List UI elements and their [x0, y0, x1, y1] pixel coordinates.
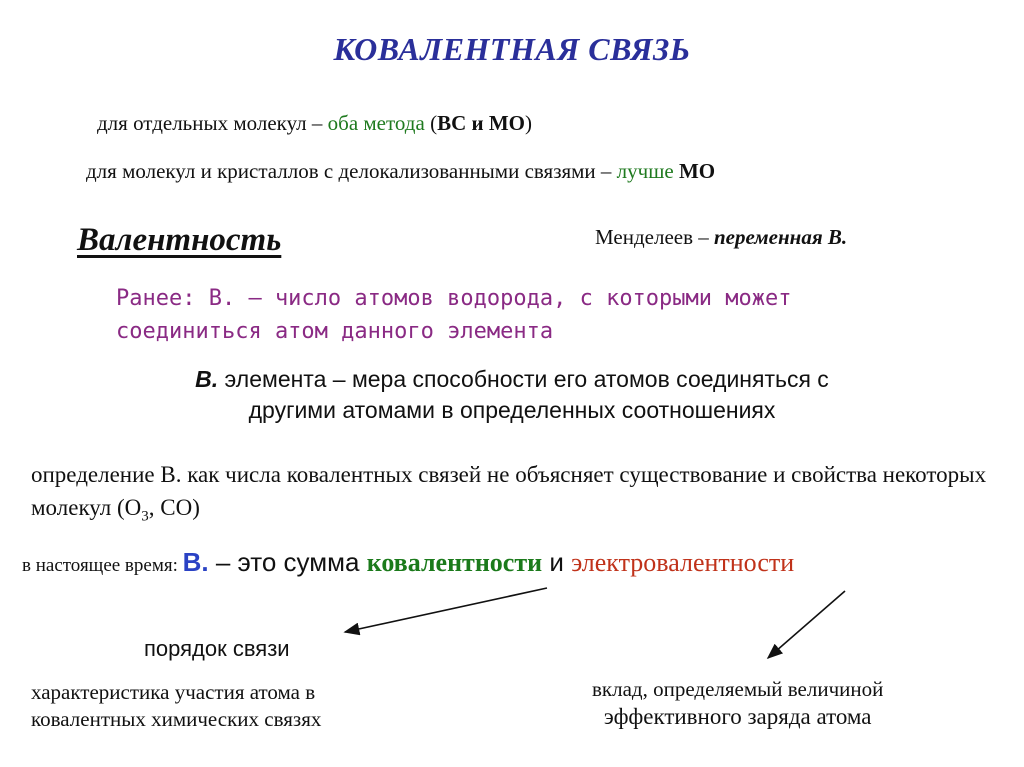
electrovalency-description-line1: вклад, определяемый величиной — [592, 677, 884, 701]
covalency-description-line2: ковалентных химических связях — [31, 707, 322, 731]
valency-heading: Валентность — [77, 222, 282, 258]
current-definition-and: и — [542, 547, 572, 577]
mendeleev-variable-valency: переменная В. — [714, 225, 848, 249]
mendeleev-prefix: Менделеев – — [595, 225, 714, 249]
electrovalency-term: электровалентности — [571, 548, 795, 577]
bond-order-label: порядок связи — [144, 636, 290, 661]
electrovalency-description — [592, 675, 883, 731]
methods-line-crystals-prefix: для молекул и кристаллов с делокализованными связями – — [86, 159, 617, 183]
electrovalency-description-line2: эффективного заряда атома — [603, 704, 872, 729]
methods-line-molecules-prefix: для отдельных молекул – — [97, 111, 328, 135]
valency-definition-line2: другими атомами в определенных соотношениях — [248, 397, 776, 423]
valency-definition-symbol: В. — [195, 366, 219, 392]
methods-paren-open: ( — [424, 111, 438, 135]
arrow-to-charge-contribution — [768, 591, 845, 658]
covalent-definition-text: определение В. как числа ковалентных связей не объясняет существование и свойства некоторых молекул (O — [31, 462, 987, 520]
methods-both-label: оба метода — [327, 111, 425, 135]
ozone-subscript: 3 — [141, 508, 149, 525]
methods-vs-mo: ВС и МО — [437, 111, 525, 135]
arrow-to-bond-order — [345, 588, 547, 632]
methods-paren-close: ) — [525, 111, 532, 135]
covalent-definition-post: , CO) — [148, 495, 200, 520]
methods-better-label: лучше — [616, 159, 674, 183]
covalency-description-line1: характеристика участия атома в — [31, 680, 316, 704]
methods-mo: МО — [678, 159, 716, 183]
page-title: КОВАЛЕНТНАЯ СВЯЗЬ — [333, 31, 691, 67]
current-definition-symbol: В. — [182, 547, 209, 577]
earlier-definition-line1: Ранее: В. – число атомов водорода, с которыми может — [116, 286, 792, 311]
valency-definition-text1: элемента – мера способности его атомов соединяться с — [218, 366, 829, 392]
earlier-definition-line2: соединиться атом данного элемента — [116, 319, 554, 344]
covalency-term: ковалентности — [366, 548, 543, 577]
covalency-description — [31, 679, 321, 733]
current-definition-prefix: в настоящее время: — [22, 555, 183, 576]
current-definition-mid: – это сумма — [208, 547, 367, 577]
